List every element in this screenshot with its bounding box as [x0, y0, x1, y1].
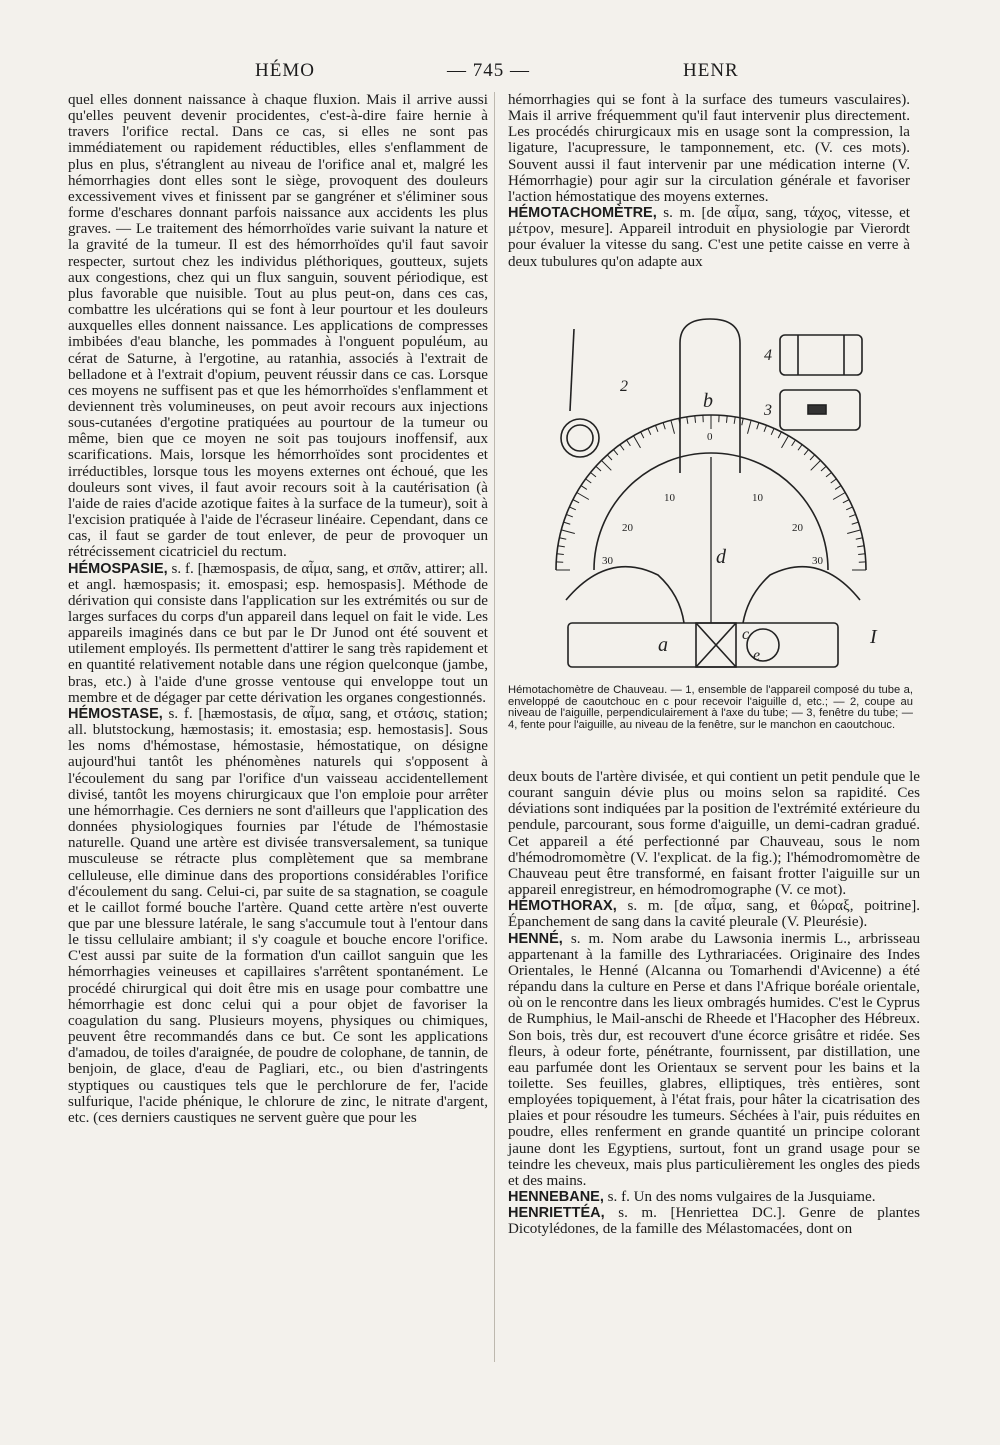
dial-tick [831, 479, 837, 483]
dial-tick [586, 479, 592, 483]
dial-tick [734, 417, 735, 424]
dial-tick [601, 460, 611, 470]
dial-tick [804, 450, 808, 455]
dial-tick [569, 507, 575, 510]
dial-tick [559, 538, 566, 539]
stand-left [566, 567, 684, 623]
dial-tick [581, 486, 587, 490]
entry-paragraph [508, 92, 910, 205]
entry-headword: HÉMOTHORAX, [508, 898, 617, 915]
entry-text: s. m. [de αἷμα, sang, et θώραξ, poitrine]. Épanchement de sang dans la cavité pleurale (V. Pleurésie). [508, 898, 920, 931]
running-head-left: HÉMO [255, 60, 315, 81]
dial-tick [596, 466, 601, 471]
dial-tick [558, 546, 565, 547]
dial-tick [849, 514, 856, 517]
hemotachometre-figure [508, 305, 918, 683]
dial-tick [742, 418, 743, 425]
fig-label-b: b [703, 390, 713, 412]
fig-label-2: 2 [620, 378, 628, 395]
dial-tick [764, 425, 767, 432]
dial-tick [613, 450, 617, 455]
dial-tick [798, 445, 802, 451]
entry-hemostase [68, 706, 488, 1126]
dial-tick [557, 554, 564, 555]
figure-caption: Hémotachomètre de Chauveau. — 1, ensemble de l'appareil composé du tube a, enveloppé de caoutchouc en c pour recevoir l'aiguille d, etc.; — 2, coupe au niveau de l'aiguille, perpendiculairement à l'axe du tube; — 3, fenêtre du tube; — 4, fente pour l'aiguille, au niveau de la fenêtre, sur le manchon en caoutchouc. [508, 684, 913, 732]
scale-label: 20 [792, 522, 803, 534]
fig-label-e: e [753, 647, 761, 664]
entry-henriettea [508, 1205, 920, 1237]
entry-text: deux bouts de l'artère divisée, et qui contient un petit pendule que le courant sanguin dévie plus ou moins selon sa rapidité. Ces déviations sont indiquées par la position de l'extrémité extérieure du pendule, parcourant, sous forme d'aiguille, un demi-cadran gradué. Cet appareil a été perfectionné par Chauveau, sous le nom d'hémodromomètre (V. l'explicat. de la fig.); l'hémodromomètre de Chauveau peut être transformé, en faisant frotter l'aiguille sur un appareil enregistreur, en hémodromographe (V. ce mot). [508, 769, 920, 899]
dial-tick [695, 416, 696, 423]
dial-tick [835, 486, 841, 490]
entry-text: s. m. [de αἷμα, sang, τάχος, vitesse, et μέτρον, mesure]. Appareil introduit en physiologie par Vierordt pour évaluer la vitesse du sang. C'est une petite caisse en verre à deux tubulures qu'on adapte aux [508, 205, 910, 270]
entry-hemospasie [68, 561, 488, 706]
fig-label-d: d [716, 546, 726, 568]
dial-tick [833, 493, 845, 500]
entry-headword: HÉMOTACHOMÈTRE, [508, 205, 657, 222]
dial-tick [858, 554, 865, 555]
entry-henne [508, 931, 920, 1190]
rubber-sleeve-4 [780, 335, 862, 375]
dial-tick [782, 436, 789, 448]
stand-right [743, 567, 860, 623]
dial-tick [847, 530, 861, 534]
page-number: — 745 — [447, 60, 530, 81]
dial-tick [663, 423, 665, 430]
entry-paragraph [508, 769, 920, 898]
dial-tick [771, 428, 774, 434]
right-column-top [508, 92, 910, 270]
entry-text: s. f. Un des noms vulgaires de la Jusquiame. [603, 1189, 876, 1206]
dial-tick [821, 466, 826, 471]
scale-label: 10 [664, 492, 675, 504]
entry-text: quel elles donnent naissance à chaque fluxion. Mais il arrive aussi qu'elles peuvent devenir procidentes, c'est-à-dire faire hernie à travers l'orifice rectal. Dans ce cas, si elles ne sont pas immédiatement ou rapidement réductibles, elles s'enflamment de plus en plus, s'étranglent au niveau de l'orifice anal et, malgré les hémorrhagies dont elles sont le siège, provoquent des douleurs excessivement vives et finissent par se gangréner et s'éliminer sous forme d'eschares donnant parfois naissance aux accidents les plus graves. — Le traitement des hémorrhoïdes varie suivant la nature et la gravité de la tumeur. Il est des hémorrhoïdes qu'il faut savoir respecter, surtout chez les individus pléthoriques, goutteux, sujets aux congestions, chez qui un flux sanguin, souvent périodique, est plus favorable que nuisible. Tout au plus peut-on, dans ces cas, combattre les ulcérations qui se font à leur pourtour et les douleurs auxquelles elles donnent naissance. Les applications de compresses imbibées d'eau blanche, les pommades à l'onguent populéum, au cérat de Saturne, à l'ergotine, au ratanhia, associés à l'extrait de belladone et à l'extrait d'opium, peuvent réussir dans ce cas. Lorsque ces moyens ne suffisent pas et que les hémorrhoïdes s'enflamment et deviennent très volumineuses, on peut avoir recours aux injections sous-cutanées d'ergotine pratiquées au pourtour de la tumeur ou même, bien que ce moyen ne soit pas toujours inoffensif, aux scarifications. Mais, lorsque les hémorrhoïdes sont procidentes et irréductibles, lorsque tous les moyens externes ont échoué, que les douleurs sont vives, il faut avoir recours soit à la cautérisation (à l'aide de raies d'acide azotique faites à la surface de la tumeur), soit à l'excision pratiquée à l'aide de l'écraseur linéaire. Cependant, dans ce cas, il faut se garder de tout enlever, de peur de provoquer un rétrécissement cicatriciel du rectum. [68, 92, 488, 561]
fig-label-I: I [870, 626, 877, 648]
dial-tick [747, 420, 751, 434]
pendulum-rod [570, 329, 574, 411]
dial-tick [856, 538, 863, 539]
fig-label-3: 3 [764, 402, 772, 419]
dial-tick [577, 493, 589, 500]
dial-tick [857, 546, 864, 547]
entry-text: s. f. [hæmostasis, de αἷμα, sang, et στάσις, station; all. blutstockung, hæmostasis; it. emostasia; esp. hemostasis]. Sous les noms d'hémostase, hémostasie, hémostatique, on désigne aujourd'hui tantôt les phénomènes naturels qui s'opposent à l'écoulement du sang par l'orifice d'un vaisseau accidentellement divisé, tantôt les moyens chirurgicaux que l'on emploie pour arrêter une hémorrhagie. Ces derniers ne sont d'ailleurs que l'application des données physiologiques fournies par l'étude de l'hémostasie naturelle. Quand une artère est divisée transversalement, sa tunique musculeuse se rétracte plus complètement que sa membrane celluleuse, elle diminue dans des proportions considérables l'orifice d'écoulement du sang. Celui-ci, par suite de sa stagnation, se coagule et le caillot formé bouche l'artère. Quand cette artère n'est ouverte que par une blessure latérale, le sang s'accumule tout à l'entour dans le tissu cellulaire ambiant; il s'y coagule et bouche encore l'orifice. C'est aussi par suite de la formation d'un caillot sanguin que les hémorrhagies veineuses et capillaires s'arrêtent spontanément. Le procédé chirurgical qui doit être mis en usage pour combattre une hémorrhagie est donc celui qui a pour objet de favoriser la coagulation du sang. Plusieurs moyens, physiques ou chimiques, peuvent être recommandés dans ce but. Ce sont les applications d'amadou, de toiles d'araignée, de poudre de colophane, de tannin, de benjoin, de glace, d'eau de Pagliari, etc., ou bien d'astringents styptiques ou caustiques tels que le perchlorure de fer, l'acide sulfurique, l'acide phénique, le chlorure de zinc, le nitrate d'argent, etc. (ces derniers caustiques ne servent guère que pour les [68, 705, 488, 1126]
entry-headword: HENNEBANE, [508, 1189, 604, 1206]
dial-tick [826, 472, 831, 476]
dial-tick [843, 500, 849, 503]
entry-headword: HÉMOSTASE, [68, 705, 163, 722]
running-head-right: HENR [683, 60, 739, 81]
scale-label: 10 [752, 492, 763, 504]
fig-label-a: a [658, 634, 668, 656]
scale-label: 0 [707, 431, 713, 443]
dial-tick [792, 440, 796, 446]
dial-tick [671, 420, 675, 434]
entry-hennebane [508, 1189, 920, 1205]
dial-tick [564, 522, 571, 524]
dial-tick [811, 460, 821, 470]
scale-label: 30 [812, 555, 823, 567]
scale-label: 30 [602, 555, 613, 567]
entry-headword: HÉMOSPASIE, [68, 560, 168, 577]
fig-label-4: 4 [764, 347, 772, 364]
dial-tick [655, 425, 658, 432]
entry-text: s. m. Nom arabe du Lawsonia inermis L., arbrisseau appartenant à la famille des Lythrariacées. Originaire des Indes Orientales, le Henné (Alcanna ou Tomarhendi d'Avicenne) a été répandu dans la culture en Perse et dans l'Afrique boréale orientale, où on le rencontre dans les lieux ombragés humides. C'est le Cyprus de Rumphius, le Mail-anschi de Rheede et l'Hacopher des Hébreux. Son bois, très dur, est recouvert d'une écorce grisâtre et ridée. Ses fleurs, à odeur forte, pénétrante, fournissent, par distillation, une eau parfumée dont les Orientaux se servent pour les bains et la toilette. Ses feuilles, glabres, elliptiques, très entières, sont employées topiquement, à l'état frais, pour hâter la cicatrisation des plaies et pour résoudre les tumeurs. Séchées à l'air, puis réduites en poudre, elles renferment en grande quantité un principe colorant jaune dont les Egyptiens, surtout, font un grand usage pour se teindre les cheveux, mais plus particulièrement les ongles des pieds et des mains. [508, 930, 920, 1189]
entry-text: s. f. [hæmospasis, de αἷμα, sang, et σπᾶν, attirer; all. et angl. hæmospasis; it. emospasi; esp. hemospasis]. Méthode de dérivation qui consiste dans l'application sur les extrémités ou sur de larges surfaces du corps d'un appareil dans lequel on fait le vide. Les appareils imaginés dans ce but par le Dr Junod ont été souvent et utilement employés. Ils permettent d'attirer le sang très rapidement et en quantité relativement notable dans une région quelconque (jambe, bras, etc.) à l'aide d'une grosse ventouse qui enveloppe tout un membre et de dégager par cette dérivation les organes congestionnés. [68, 560, 488, 706]
column-rule [494, 92, 495, 1362]
entry-headword: HENNÉ, [508, 930, 563, 947]
fig-label-c: c [742, 626, 750, 643]
dial-tick [620, 445, 624, 451]
entry-hemotachometre [508, 205, 910, 270]
dial-tick [810, 455, 815, 460]
entry-paragraph [68, 92, 488, 561]
right-column-bottom [508, 769, 920, 1238]
entry-hemothorax [508, 898, 920, 930]
dial-tick [726, 416, 727, 423]
entry-headword: HENRIETTÉA, [508, 1205, 605, 1222]
dial-tick [607, 455, 612, 460]
dial-tick [573, 500, 579, 503]
dial-tick [634, 436, 641, 448]
dial-tick [641, 432, 644, 438]
dial-tick [846, 507, 852, 510]
dial-tick [591, 472, 596, 476]
entry-text: s. m. [Henriettea DC.]. Genre de plantes Dicotylédones, de la famille des Mélastomacées, dont on [508, 1205, 920, 1238]
dial-tick [627, 440, 631, 446]
dial-tick [566, 514, 573, 517]
dial-tick [778, 432, 781, 438]
dial-tick [852, 522, 859, 524]
dial-tick [757, 423, 759, 430]
scale-label: 20 [622, 522, 633, 534]
dial-tick [561, 530, 575, 534]
left-column [68, 92, 488, 1126]
dial-tick [687, 417, 688, 424]
dial-tick [648, 428, 651, 434]
entry-text: hémorrhagies qui se font à la surface des tumeurs vasculaires). Mais il arrive fréquemment qu'il faut intervenir plus directement. Les procédés chirurgicaux mis en usage sont la compression, la ligature, l'acupressure, le tamponnement, etc. (V. ces mots). Souvent aussi il faut intervenir par une médication interne (V. Hémorrhagie) pour agir sur la circulation générale et favoriser l'action hémostatique des moyens externes. [508, 92, 910, 205]
window-e [747, 629, 779, 661]
